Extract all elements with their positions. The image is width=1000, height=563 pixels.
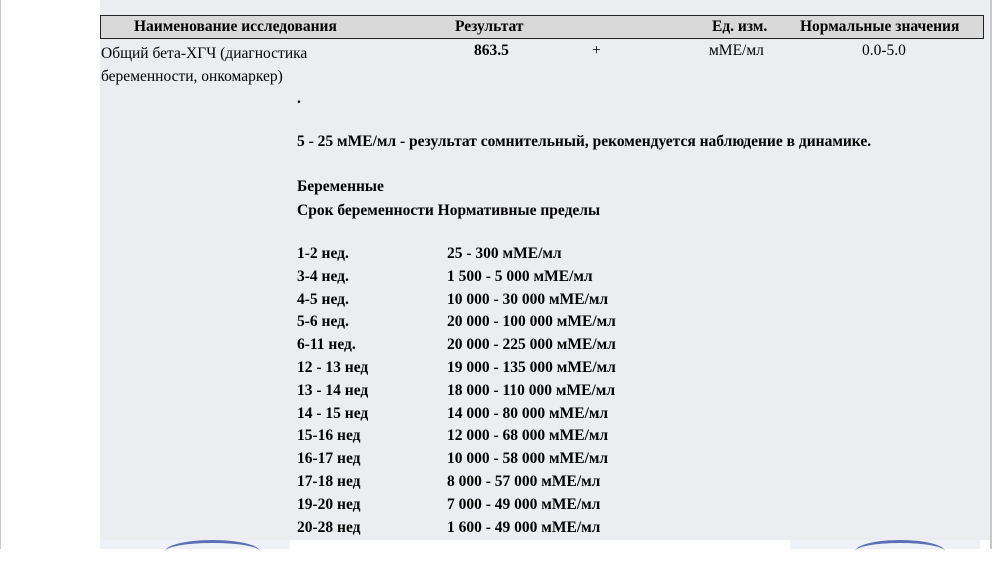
pregnancy-term: 14 - 15 нед xyxy=(297,404,369,422)
pregnancy-term: 1-2 нед. xyxy=(297,245,349,262)
pregnancy-term: 3-4 нед. xyxy=(297,267,349,285)
pregnancy-range-value: 25 - 300 мМЕ/мл xyxy=(447,245,562,262)
test-result-value: 863.5 xyxy=(474,42,509,59)
pregnancy-range-value: 1 600 - 49 000 мМЕ/мл xyxy=(447,518,601,536)
pregnancy-range-value: 12 000 - 68 000 мМЕ/мл xyxy=(447,427,609,445)
pregnancy-range-value: 18 000 - 110 000 мМЕ/мл xyxy=(447,381,616,399)
pregnancy-term: 5-6 нед. xyxy=(297,313,349,331)
pregnancy-term: 6-11 нед. xyxy=(297,336,356,354)
header-norm: Нормальные значения xyxy=(800,18,960,35)
pregnancy-range-value: 20 000 - 225 000 мМЕ/мл xyxy=(447,336,616,354)
test-norm: 0.0-5.0 xyxy=(862,42,906,59)
pregnancy-range-value: 8 000 - 57 000 мМЕ/мл xyxy=(447,472,601,490)
test-result-flag: + xyxy=(592,42,601,59)
pregnant-table-header: Срок беременности Нормативные пределы xyxy=(297,202,601,219)
pregnancy-term: 19-20 нед xyxy=(297,495,361,513)
note-doubtful-range: 5 - 25 мМЕ/мл - результат сомнительный, рекомендуется наблюдение в динамике. xyxy=(297,133,872,150)
pregnancy-term: 16-17 нед xyxy=(297,450,361,468)
pregnant-title: Беременные xyxy=(297,178,384,195)
note-dot: . xyxy=(297,90,301,107)
header-result: Результат xyxy=(455,18,524,35)
stamp-right-arc xyxy=(855,540,945,563)
table-header xyxy=(100,15,984,39)
pregnancy-range-value: 19 000 - 135 000 мМЕ/мл xyxy=(447,358,616,376)
pregnancy-term: 4-5 нед. xyxy=(297,290,349,308)
test-name: Общий бета-ХГЧ (диагностика беременности, онкомаркер) xyxy=(101,45,308,85)
stamp-left-arc xyxy=(165,540,260,563)
pregnancy-term: 20-28 нед xyxy=(297,518,361,536)
pregnancy-term: 15-16 нед xyxy=(297,427,361,445)
pregnancy-range-value: 7 000 - 49 000 мМЕ/мл xyxy=(447,495,601,513)
pregnancy-range-value: 20 000 - 100 000 мМЕ/мл xyxy=(447,313,616,331)
test-unit: мМЕ/мл xyxy=(709,42,764,59)
pregnancy-range-value: 10 000 - 30 000 мМЕ/мл xyxy=(447,290,609,308)
left-page-edge xyxy=(0,0,1,549)
pregnancy-range-value: 14 000 - 80 000 мМЕ/мл xyxy=(447,404,609,422)
right-page-edge xyxy=(990,0,992,549)
pregnancy-term: 13 - 14 нед xyxy=(297,381,369,399)
header-unit: Ед. изм. xyxy=(712,18,768,35)
pregnancy-term: 17-18 нед xyxy=(297,472,361,490)
pregnancy-term: 12 - 13 нед xyxy=(297,358,369,376)
pregnancy-range-value: 1 500 - 5 000 мМЕ/мл xyxy=(447,267,593,285)
header-test-name: Наименование исследования xyxy=(134,18,337,35)
pregnancy-range-value: 10 000 - 58 000 мМЕ/мл xyxy=(447,450,609,468)
